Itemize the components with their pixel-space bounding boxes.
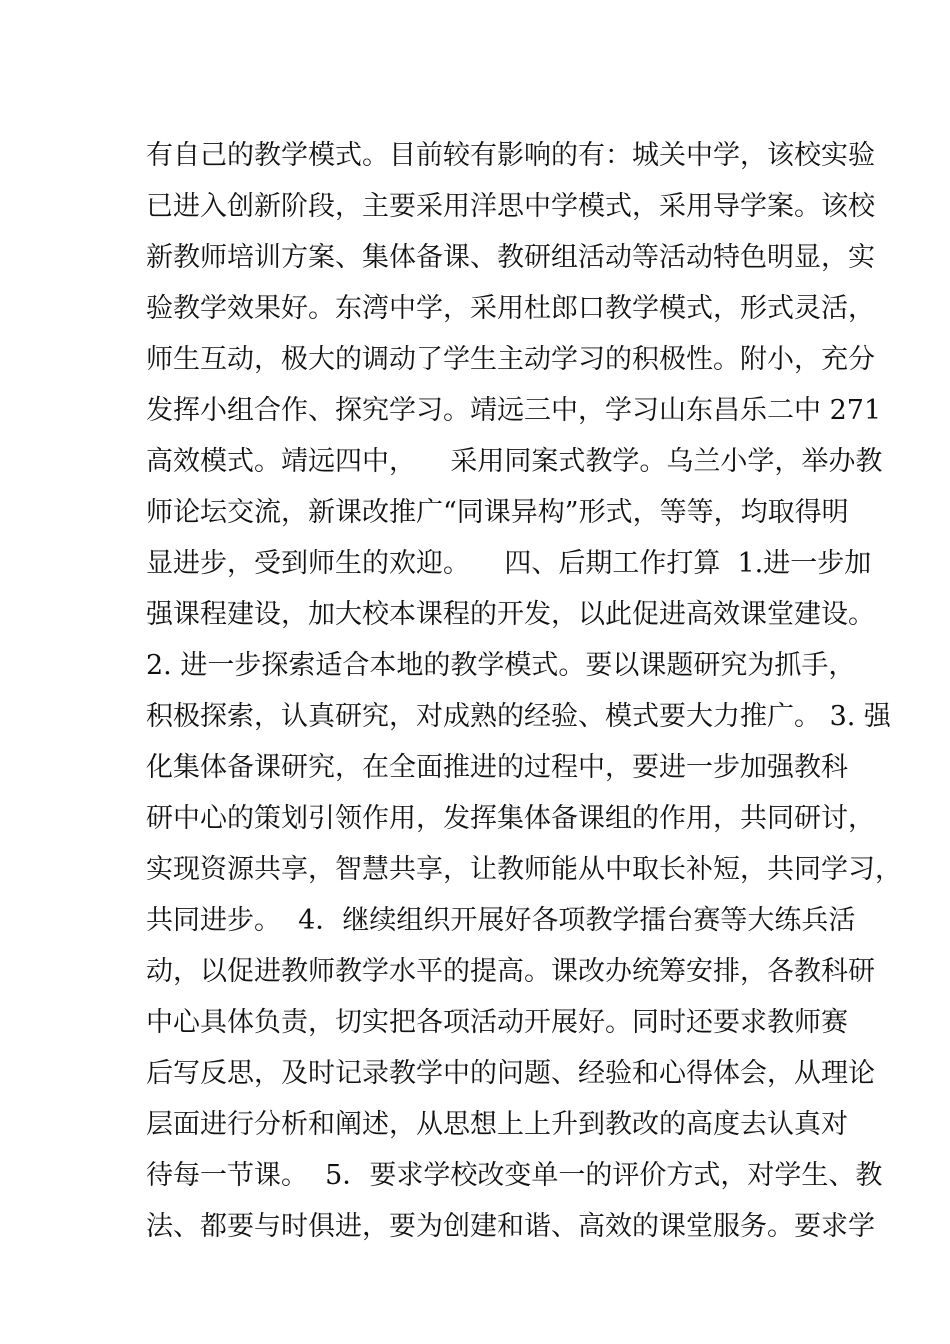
text-line: 待每一节课。 5．要求学校改变单一的评价方式，对学生、教 [146,1160,883,1191]
text-line: 法、都要与时俱进，要为创建和谐、高效的课堂服务。要求学 [146,1211,875,1242]
text-line: 动，以促进教师教学水平的提高。课改办统筹安排，各教科研 [146,956,875,987]
text-line: 师生互动，极大的调动了学生主动学习的积极性。附小，充分 [146,344,875,375]
text-line: 研中心的策划引领作用，发挥集体备课组的作用，共同研讨， [146,803,875,834]
text-line: 层面进行分析和阐述，从思想上上升到教改的高度去认真对 [146,1109,848,1140]
text-line: 显进步，受到师生的欢迎。 四、后期工作打算 1.进一步加 [146,548,872,579]
text-line: 积极探索，认真研究，对成熟的经验、模式要大力推广。 3. 强 [146,701,891,732]
text-line: 验教学效果好。东湾中学，采用杜郎口教学模式，形式灵活， [146,293,875,324]
text-line: 强课程建设，加大校本课程的开发，以此促进高效课堂建设。 [146,599,875,630]
text-line: 师论坛交流，新课改推广“同课异构”形式，等等，均取得明 [146,497,849,528]
text-line: 发挥小组合作、探究学习。靖远三中，学习山东昌乐二中 271 [146,395,882,426]
body-text [146,130,902,1252]
text-line: 有自己的教学模式。目前较有影响的有：城关中学，该校实验 [146,140,875,171]
text-line: 后写反思，及时记录教学中的问题、经验和心得体会，从理论 [146,1058,875,1089]
text-line: 实现资源共享，智慧共享，让教师能从中取长补短，共同学习， [146,854,902,885]
text-line: 高效模式。靖远四中， 采用同案式教学。乌兰小学，举办教 [146,446,883,477]
text-line: 化集体备课研究，在全面推进的过程中，要进一步加强教科 [146,752,848,783]
text-line: 新教师培训方案、集体备课、教研组活动等活动特色明显，实 [146,242,875,273]
text-line: 已进入创新阶段，主要采用洋思中学模式，采用导学案。该校 [146,191,875,222]
text-line: 共同进步。 4．继续组织开展好各项教学擂台赛等大练兵活 [146,905,856,936]
text-line: 2. 进一步探索适合本地的教学模式。要以课题研究为抓手， [146,650,856,681]
text-line: 中心具体负责，切实把各项活动开展好。同时还要求教师赛 [146,1007,848,1038]
